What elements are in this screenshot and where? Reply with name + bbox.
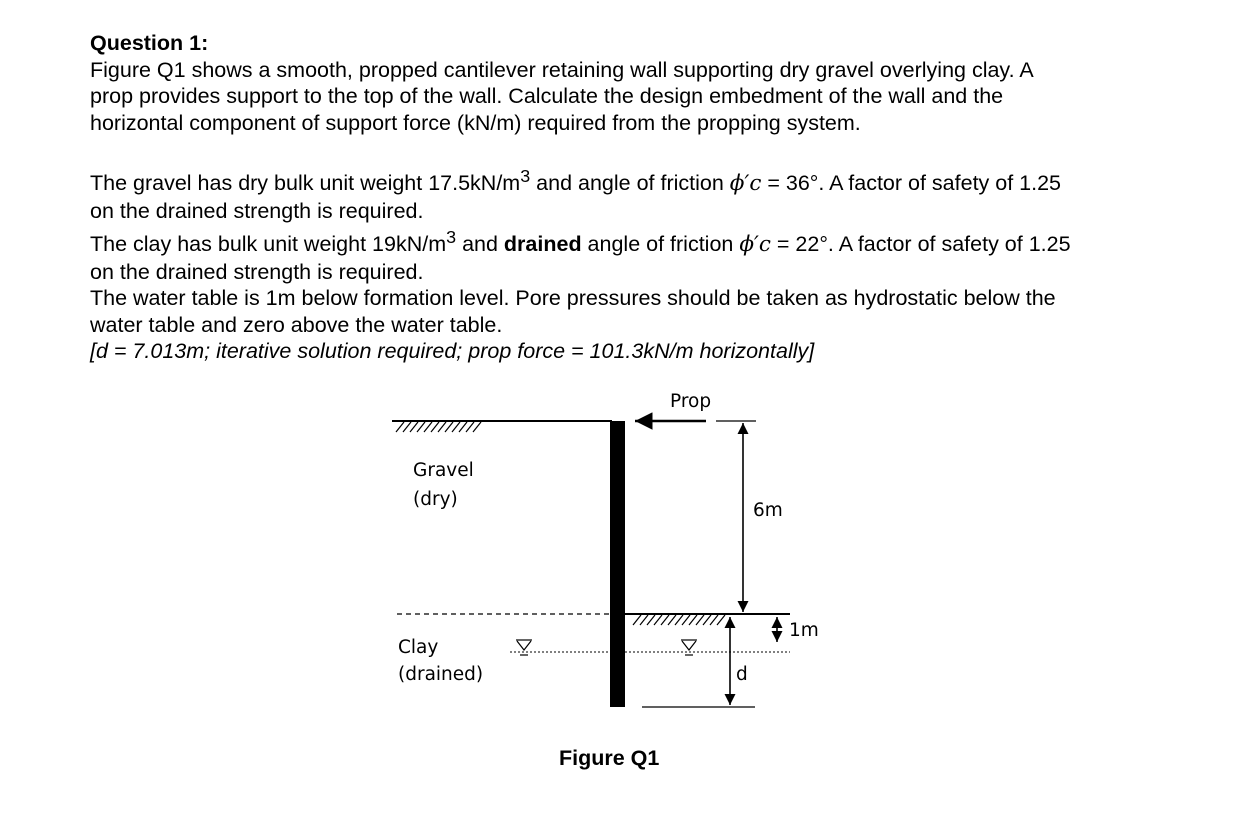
clay-drained-label: (drained) [398, 664, 484, 685]
intro-line-1: Figure Q1 shows a smooth, propped cantilever retaining wall supporting dry gravel overlying clay. A [90, 57, 1034, 82]
dimension-d-label: d [736, 664, 748, 685]
clay-unit-exponent: 3 [446, 227, 457, 248]
water-table-symbol-left [516, 640, 532, 655]
prop-label: Prop [670, 391, 712, 412]
gravel-friction-text: and angle of friction [530, 171, 730, 196]
clay-label: Clay [398, 637, 439, 658]
clay-friction-value: = 22°. A factor of safety of 1.25 [770, 232, 1071, 257]
clay-drained-bold: drained [503, 232, 582, 257]
gravel-ground-surface [392, 421, 612, 432]
water-line-2: water table and zero above the water table. [90, 312, 503, 337]
dimension-6m-label: 6m [753, 500, 783, 521]
question-title: Question 1: [90, 31, 209, 55]
gravel-line-2: on the drained strength is required. [90, 198, 424, 223]
water-table-symbol-right [681, 640, 697, 655]
dimension-1m-label: 1m [789, 620, 819, 641]
retaining-wall [610, 421, 625, 707]
clay-weight-text: The clay has bulk unit weight 19kN/m [90, 232, 447, 257]
clay-phi-symbol: ϕ′c [739, 232, 771, 258]
answer-line: [d = 7.013m; iterative solution required; prop force = 101.3kN/m horizontally] [90, 339, 815, 364]
gravel-friction-value: = 36°. A factor of safety of 1.25 [761, 171, 1062, 196]
gravel-weight-text: The gravel has dry bulk unit weight 17.5kN/m [90, 171, 521, 196]
water-line-1: The water table is 1m below formation level. Pore pressures should be taken as hydrostatic below the [90, 286, 1056, 311]
clay-and-text: and [456, 232, 504, 257]
gravel-unit-exponent: 3 [520, 166, 531, 186]
clay-line-2: on the drained strength is required. [90, 259, 424, 284]
clay-friction-text: angle of friction [581, 232, 740, 257]
figure-caption: Figure Q1 [559, 746, 660, 770]
gravel-phi-symbol: ϕ′c [729, 171, 762, 197]
intro-line-2: prop provides support to the top of the wall. Calculate the design embedment of the wall and the [90, 84, 1004, 108]
gravel-dry-label: (dry) [413, 489, 458, 510]
gravel-label: Gravel [413, 460, 474, 481]
intro-line-3: horizontal component of support force (kN/m) required from the propping system. [90, 110, 861, 135]
formation-level-surface [625, 614, 790, 625]
